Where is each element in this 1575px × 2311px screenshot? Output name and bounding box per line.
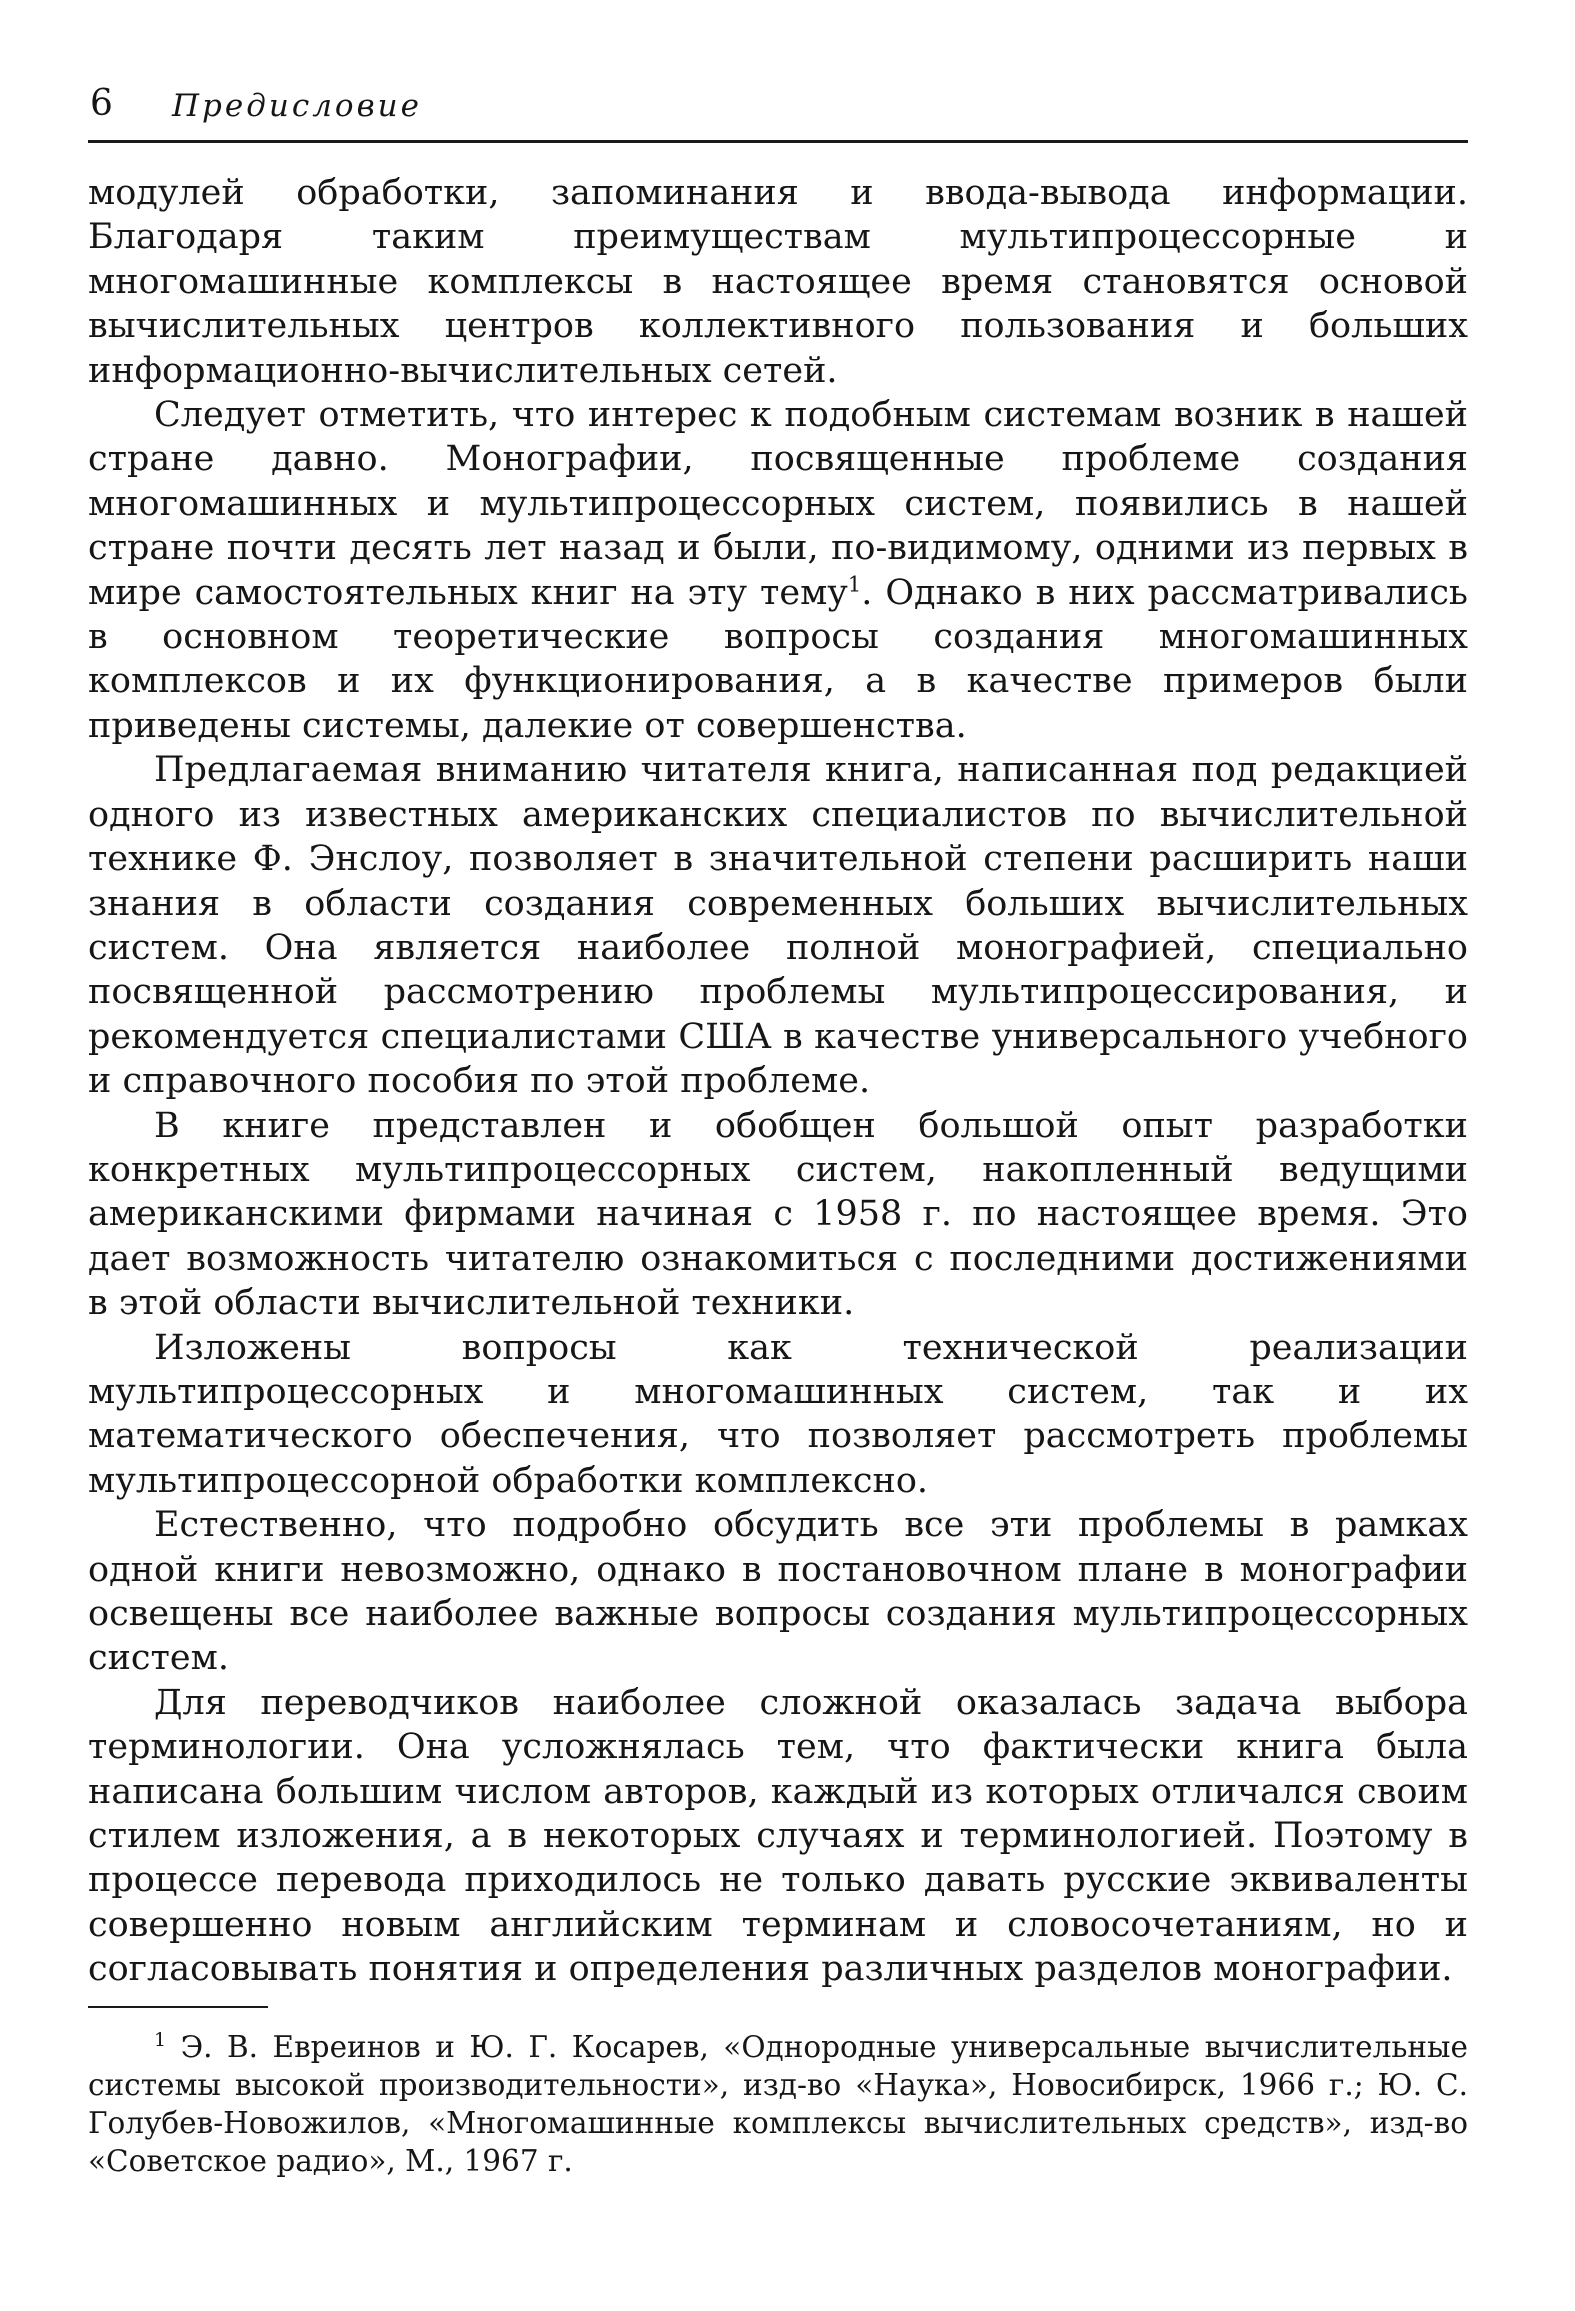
- footnote: [88, 2028, 1468, 2180]
- paragraph-3: [88, 748, 1468, 1103]
- paragraph-2: [88, 393, 1468, 748]
- paragraph-text: В книге представлен и обобщен большой опыт разработки конкретных мультипроцессорных систем, накопленный ведущими американскими фирмами начиная с 1958 г. по настоящее время. Это дает возможность читателю ознакомиться с последними достижениями в этой области вычислительной техники.: [88, 1105, 1468, 1324]
- running-head: [88, 78, 1468, 143]
- section-title: Предисловие: [172, 88, 422, 124]
- paragraph-6: [88, 1503, 1468, 1681]
- paragraph-text: Изложены вопросы как технической реализации мультипроцессорных и многомашинных систем, так и их математического обеспечения, что позволяет рассмотреть проблемы мультипроцессорной обработки комплексно.: [88, 1327, 1468, 1501]
- paragraph-5: [88, 1326, 1468, 1504]
- footnote-reference[interactable]: 1: [847, 572, 862, 596]
- body-text: [88, 171, 1468, 1992]
- paragraph-text: Естественно, что подробно обсудить все эти проблемы в рамках одной книги невозможно, однако в постановочном плане в монографии освещены все наиболее важные вопросы создания мультипроцессорных систем.: [88, 1505, 1468, 1679]
- paragraph-text: модулей обработки, запоминания и ввода-вывода информации. Благодаря таким преимуществам мультипроцессорные и многомашинные комплексы в настоящее время становятся основой вычислительных центров коллективного пользования и больших информационно-вычислительных сетей.: [88, 173, 1468, 391]
- footnote-marker: 1: [154, 2028, 167, 2051]
- paragraph-text: Предлагаемая вниманию читателя книга, написанная под редакцией одного из известных американских специалистов по вычислительной технике Ф. Энслоу, позволяет в значительной степени расширить наши знания в области создания современных больших вычислительных систем. Она является наиболее полной монографией, специально посвященной рассмотрению проблемы мультипроцессирования, и рекомендуется специалистами США в качестве универсального учебного и справочного пособия по этой проблеме.: [88, 750, 1468, 1102]
- paragraph-text-continued: . Однако в них рассматривались в основном теоретические вопросы создания многомашинных комплексов и их функционирования, а в качестве примеров были приведены системы, далекие от совершенства.: [88, 572, 1468, 746]
- paragraph-1: [88, 171, 1468, 393]
- footnote-divider: [88, 2006, 268, 2008]
- footnote-text: Э. В. Евреинов и Ю. Г. Косарев, «Однородные универсальные вычислительные системы высокой производительности», изд-во «Наука», Новосибирск, 1966 г.; Ю. С. Голубев-Новожилов, «Многомашинные комплексы вычислительных средств», изд-во «Советское радио», М., 1967 г.: [88, 2029, 1468, 2178]
- page-number: 6: [90, 83, 113, 124]
- paragraph-text: Следует отметить, что интерес к подобным системам возник в нашей стране давно. Монографии, посвященные проблеме создания многомашинных и мультипроцессорных систем, появились в нашей стране почти десять лет назад и были, по-видимому, одними из первых в мире самостоятельных книг на эту тему: [88, 395, 1468, 613]
- paragraph-text: Для переводчиков наиболее сложной оказалась задача выбора терминологии. Она усложнялась тем, что фактически книга была написана большим числом авторов, каждый из которых отличался своим стилем изложения, а в некоторых случаях и терминологией. Поэтому в процессе перевода приходилось не только давать русские эквиваленты совершенно новым английским терминам и словосочетаниям, но и согласовывать понятия и определения различных разделов монографии.: [88, 1682, 1468, 1990]
- paragraph-4: [88, 1104, 1468, 1326]
- paragraph-7: [88, 1681, 1468, 1992]
- book-page: [88, 78, 1468, 2180]
